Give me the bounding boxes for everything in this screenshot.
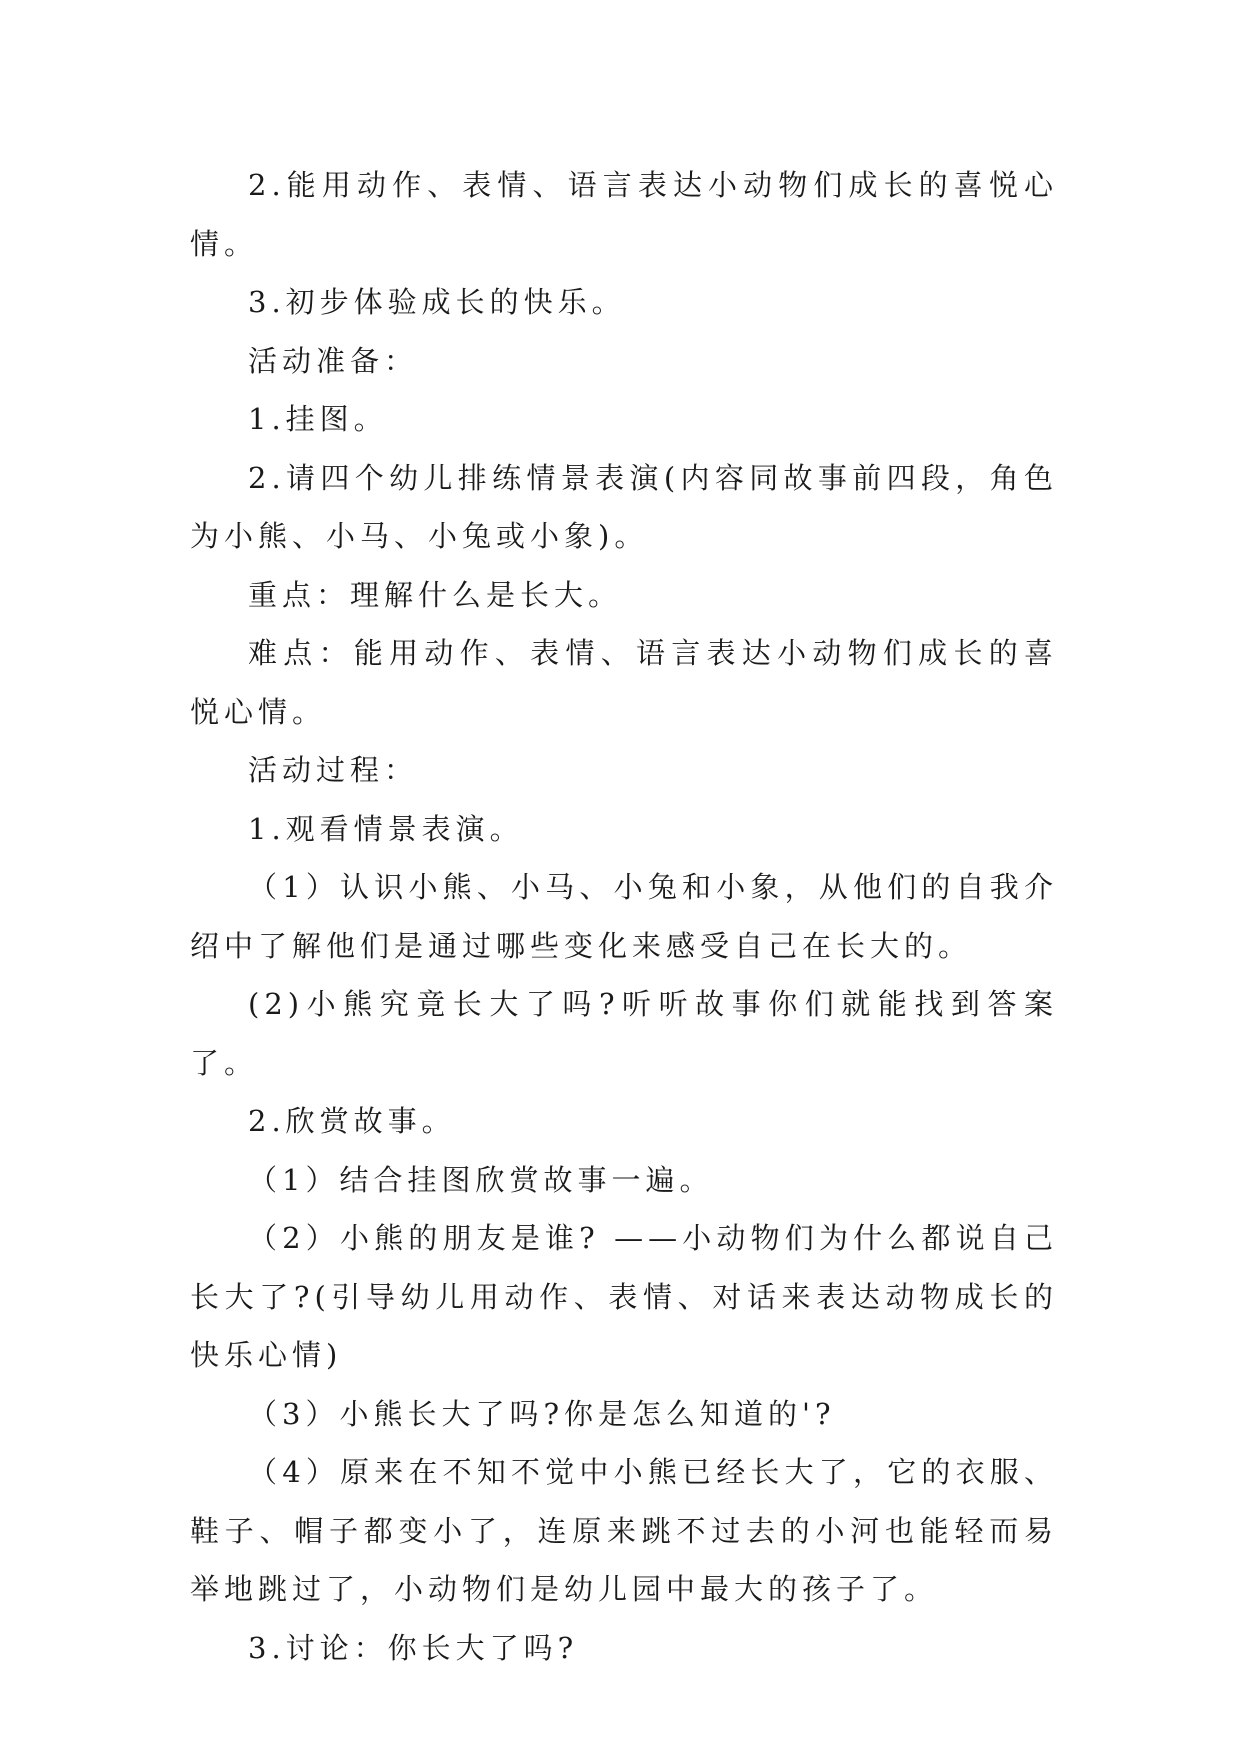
paragraph-step-2-2: （2）小熊的朋友是谁? ——小动物们为什么都说自己长大了?(引导幼儿用动作、表情、对话来表达动物成长的快乐心情)	[190, 1221, 1058, 1372]
paragraph-step-3: 3.讨论：你长大了吗?	[248, 1630, 579, 1665]
paragraph-prep-1: 1.挂图。	[248, 402, 388, 436]
paragraph-key-point: 重点：理解什么是长大。	[248, 577, 623, 612]
paragraph-difficulty: 难点：能用动作、表情、语言表达小动物们成长的喜悦心情。	[190, 636, 1058, 729]
paragraph-step-2: 2.欣赏故事。	[248, 1104, 456, 1138]
paragraph-step-2-1: （1）结合挂图欣赏故事一遍。	[248, 1162, 714, 1197]
paragraph-step-1-1: （1）认识小熊、小马、小兔和小象，从他们的自我介绍中了解他们是通过哪些变化来感受自己在长大的。	[190, 870, 1058, 963]
paragraph-step-1: 1.观看情景表演。	[248, 811, 524, 846]
paragraph-goal-2: 2.能用动作、表情、语言表达小动物们成长的喜悦心情。	[190, 168, 1058, 261]
heading-process: 活动过程：	[248, 753, 419, 787]
document-body	[190, 156, 1058, 1677]
paragraph-prep-2: 2.请四个幼儿排练情景表演(内容同故事前四段，角色为小熊、小马、小兔或小象)。	[190, 460, 1058, 553]
heading-preparation: 活动准备：	[248, 343, 419, 378]
paragraph-goal-3: 3.初步体验成长的快乐。	[248, 285, 626, 319]
paragraph-step-2-3: （3）小熊长大了吗?你是怎么知道的'?	[248, 1396, 836, 1431]
paragraph-step-1-2: (2)小熊究竟长大了吗?听听故事你们就能找到答案了。	[190, 987, 1058, 1080]
paragraph-step-2-4: （4）原来在不知不觉中小熊已经长大了，它的衣服、鞋子、帽子都变小了，连原来跳不过去的小河也能轻而易举地跳过了，小动物们是幼儿园中最大的孩子了。	[190, 1455, 1058, 1606]
